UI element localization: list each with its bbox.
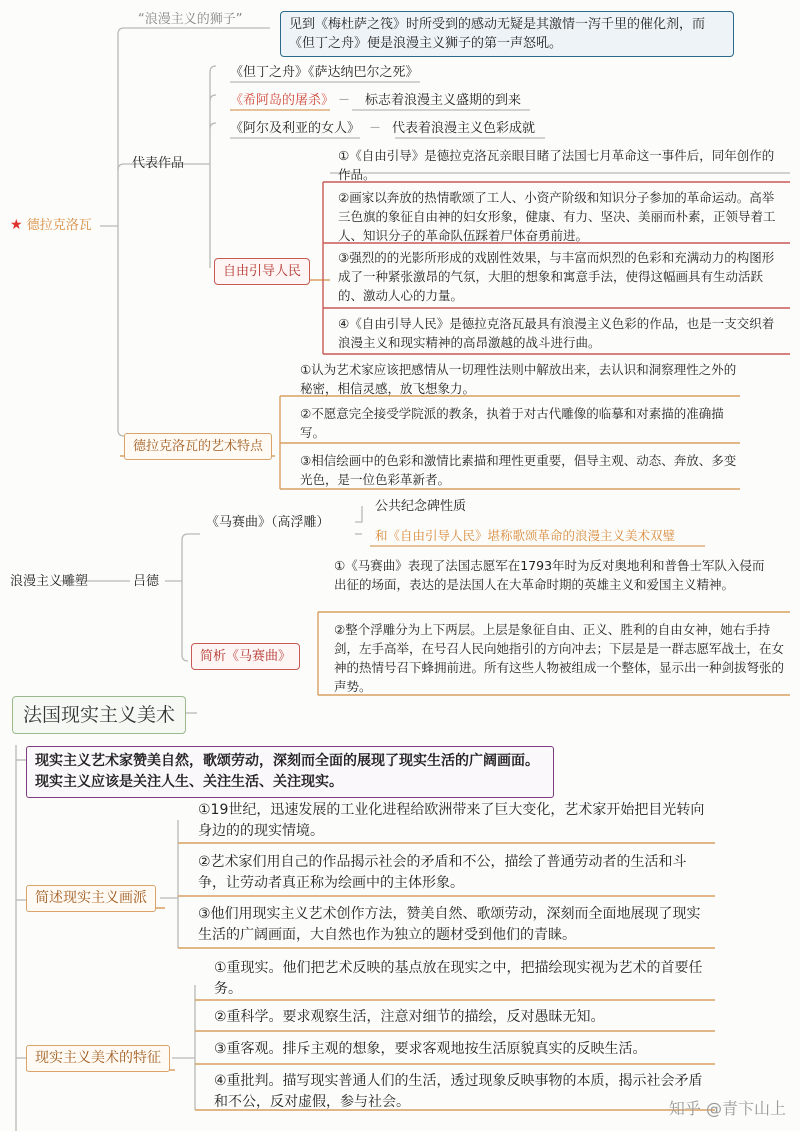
- work-item-2: 《希阿岛的屠杀》: [230, 93, 335, 108]
- liberty-point-3: ③强烈的的光影所形成的戏剧性效果，与丰富而炽烈的色彩和充满动力的构图形成了一种紧张激昂的气氛，大胆的想象和寓意手法，使得这幅画具有生动活跃的、激动人心的力量。: [338, 250, 775, 303]
- work-item-2-note: 标志着浪漫主义盛期的到来: [365, 93, 522, 108]
- liberty-point-2: ②画家以奔放的热情歌颂了工人、小资产阶级和知识分子参加的革命运动。高举三色旗的象征自由神的妇女形象，健康、有力、坚决、美丽而朴素，正领导着工人、知识分子的革命队伍踩着尸体奋勇前进。: [338, 190, 776, 243]
- sculpture-label[interactable]: 浪漫主义雕塑: [10, 574, 89, 589]
- marseillaise-note-2: 和《自由引导人民》堪称歌颂革命的浪漫主义美术双璧: [375, 528, 676, 543]
- liberty-node[interactable]: 自由引导人民: [214, 258, 310, 285]
- sculptor-label[interactable]: 吕德: [133, 574, 160, 589]
- lion-label: “浪漫主义的狮子”: [138, 12, 243, 27]
- dash-icon: —: [339, 94, 349, 105]
- realism-summary-box: 现实主义艺术家赞美自然，歌颂劳动，深刻而全面的展现了现实生活的广阔画面。现实主义应该是关注人生、关注生活、关注现实。: [26, 746, 554, 798]
- marseillaise-analysis-node[interactable]: 简析《马赛曲》: [191, 643, 300, 670]
- liberty-point-1: ①《自由引导》是德拉克洛瓦亲眼目睹了法国七月革命这一事件后，同年创作的作品。: [338, 148, 775, 182]
- work-item-3: 《阿尔及利亚的女人》: [230, 121, 361, 136]
- work-item-3-note: 代表着浪漫主义色彩成就: [392, 121, 536, 136]
- watermark: 知乎 @青卞山上: [668, 1099, 786, 1118]
- school-point-2: ②艺术家们用自己的作品揭示社会的矛盾和不公，描绘了普通劳动者的生活和斗争，让劳动者真正称为绘画中的主体形象。: [198, 854, 687, 891]
- art-features-node[interactable]: 德拉克洛瓦的艺术特点: [124, 433, 272, 460]
- marseillaise-point-2: ②整个浮雕分为上下两层。上层是象征自由、正义、胜利的自由女神，她右手持剑，左手高举，在号召人民向她指引的方向冲去；下层是是一群志愿军战士，在女神的热情号召下蜂拥前进。所有这些人物被组成一个整体，显示出一种剑拔弩张的声势。: [334, 622, 785, 694]
- work-item-1: 《但丁之舟》《萨达纳巴尔之死》: [230, 65, 419, 80]
- school-point-3: ③他们用现实主义艺术创作方法，赞美自然、歌颂劳动，深刻而全面地展现了现实生活的广阔画面，大自然也作为独立的题材受到他们的青睐。: [198, 906, 701, 943]
- star-icon: ★: [10, 217, 23, 233]
- feature-point-1: ①重现实。他们把艺术反映的基点放在现实之中，把描绘现实视为艺术的首要任务。: [214, 960, 703, 997]
- feature-point-4: ④重批判。描写现实普通人们的生活，透过现象反映事物的本质，揭示社会矛盾和不公，反对虚假，参与社会。: [214, 1073, 703, 1110]
- delacroix-node[interactable]: [10, 216, 92, 235]
- school-point-1: ①19世纪，迅速发展的工业化进程给欧洲带来了巨大变化，艺术家开始把目光转向身边的的现实情境。: [198, 802, 705, 839]
- feature-point-2: ②重科学。要求观察生活，注意对细节的描绘，反对愚昧无知。: [214, 1009, 605, 1025]
- feature-point-3: ③重客观。排斥主观的想象，要求客观地按生活原貌真实的反映生活。: [214, 1041, 647, 1057]
- art-point-2: ②不愿意完全接受学院派的教条，执着于对古代雕像的临摹和对素描的准确描写。: [300, 406, 724, 440]
- art-point-1: ①认为艺术家应该把感情从一切理性法则中解放出来，去认识和洞察理性之外的秘密，相信灵感，放飞想象力。: [300, 362, 737, 396]
- realism-school-node[interactable]: 简述现实主义画派: [26, 885, 156, 912]
- lion-quote-box: 见到《梅杜萨之筏》时所受到的感动无疑是其激情一泻千里的催化剂，而《但丁之舟》便是浪漫主义狮子的第一声怒吼。: [280, 11, 734, 57]
- works-label: 代表作品: [132, 156, 185, 171]
- delacroix-label: 德拉克洛瓦: [26, 218, 92, 233]
- dash-icon: —: [370, 122, 380, 133]
- realism-title[interactable]: 法国现实主义美术: [12, 696, 186, 734]
- realism-features-node[interactable]: 现实主义美术的特征: [26, 1045, 170, 1072]
- art-point-3: ③相信绘画中的色彩和激情比素描和理性更重要，倡导主观、动态、奔放、多变光色，是一位色彩革新者。: [300, 453, 737, 487]
- marseillaise-work: 《马赛曲》（高浮雕）: [206, 515, 330, 530]
- liberty-point-4: ④《自由引导人民》是德拉克洛瓦最具有浪漫主义色彩的作品，也是一支交织着浪漫主义和现实精神的高昂激越的战斗进行曲。: [338, 316, 775, 350]
- marseillaise-note-1: 公共纪念碑性质: [375, 499, 467, 514]
- marseillaise-point-1: ①《马赛曲》表现了法国志愿军在1793年时为反对奥地利和普鲁士军队入侵而出征的场面，表达的是法国人在大革命时期的英雄主义和爱国主义精神。: [334, 558, 765, 592]
